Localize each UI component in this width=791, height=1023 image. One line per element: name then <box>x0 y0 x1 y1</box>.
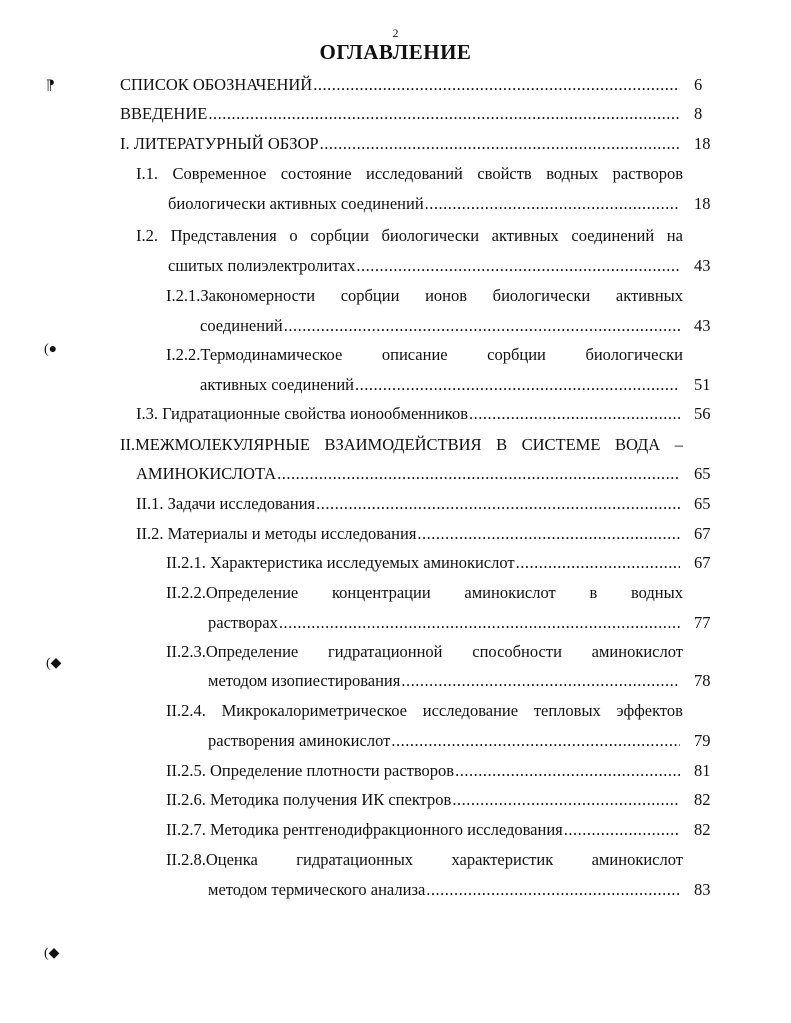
toc-entry-word: I.2.1.Закономерности <box>166 286 316 305</box>
toc-page-number: 56 <box>694 404 711 423</box>
dot-leader <box>320 133 680 155</box>
toc-entry-word: II.2.8.Оценка <box>166 850 258 869</box>
toc-entry-word: о <box>289 226 298 245</box>
toc-entry-word: I.1. <box>136 164 158 183</box>
toc-entry-label-continued: биологически активных соединений <box>168 194 424 213</box>
toc-entry-word: I.2.2.Термодинамическое <box>166 345 343 364</box>
toc-entry-label: II.1. Задачи исследования <box>136 494 316 513</box>
toc-entry-label: II.2. Материалы и методы исследования <box>136 524 417 543</box>
toc-entry-word: аминокислот <box>591 642 683 661</box>
toc-entry-word: биологически <box>492 286 591 305</box>
toc-page-number: 78 <box>694 671 711 690</box>
toc-entry-word: СИСТЕМЕ <box>521 435 601 454</box>
toc-entry-label: СПИСОК ОБОЗНАЧЕНИЙ <box>120 75 313 94</box>
toc-entry-label-continued: методом термического анализа <box>208 880 426 899</box>
toc-page-number: 18 <box>694 194 711 213</box>
toc-page-number: 18 <box>694 134 711 153</box>
toc-entry-label-continued: активных соединений <box>200 375 354 394</box>
toc-entry-word: II.МЕЖМОЛЕКУЛЯРНЫЕ <box>120 435 310 454</box>
toc-page-number: 81 <box>694 761 711 780</box>
toc-entry-label-continued: растворения аминокислот <box>208 731 391 750</box>
toc-page-number: 77 <box>694 613 711 632</box>
toc-entry-word: ВОДА <box>614 435 661 454</box>
toc-page-number: 65 <box>694 494 711 513</box>
toc-entry-word: ВЗАИМОДЕЙСТВИЯ <box>324 435 482 454</box>
toc-entry-word: исследований <box>366 164 463 183</box>
toc-entry-word: в <box>589 583 598 602</box>
toc-entry-word: эффектов <box>616 701 683 720</box>
toc-entry-word: способности <box>472 642 562 661</box>
toc-entry-label: I.3. Гидратационные свойства ионообменников <box>136 404 468 423</box>
toc-entry-word: сорбции <box>340 286 400 305</box>
toc-entry-word: описание <box>381 345 448 364</box>
toc-entry-word: свойств <box>477 164 532 183</box>
toc-entry-word: водных <box>546 164 599 183</box>
toc-entry-word: исследование <box>422 701 519 720</box>
toc-entry-word: активных <box>615 286 683 305</box>
toc-entry-word: состояние <box>280 164 352 183</box>
toc-entry-word: гидратационной <box>327 642 443 661</box>
dot-leader <box>277 463 680 485</box>
toc-entry-label-continued: методом изопиестирования <box>208 671 401 690</box>
toc-entry-word: тепловых <box>533 701 601 720</box>
toc-entry-word: биологически <box>381 226 480 245</box>
toc-page-number: 83 <box>694 880 711 899</box>
toc-entry-word: аминокислот <box>591 850 683 869</box>
toc-entry-word: биологически <box>585 345 683 364</box>
dot-leader <box>313 74 680 96</box>
toc-entry-word: сорбции <box>310 226 369 245</box>
dot-leader <box>516 552 680 574</box>
binding-hole-mark: (● <box>44 342 58 357</box>
dot-leader <box>417 523 680 545</box>
toc-page-number: 51 <box>694 375 711 394</box>
toc-entry-word: Представления <box>170 226 277 245</box>
binding-hole-mark: ⁋ <box>46 79 55 94</box>
toc-entry-word: В <box>496 435 508 454</box>
toc-page-number: 43 <box>694 256 711 275</box>
toc-entry-label: II.2.5. Определение плотности растворов <box>166 761 455 780</box>
toc-entry-label-continued: соединений <box>200 316 283 335</box>
dot-leader <box>279 612 680 634</box>
dot-leader <box>284 315 680 337</box>
toc-entry-word: II.2.4. <box>166 701 206 720</box>
binding-hole-mark: (◆ <box>46 656 62 671</box>
toc-entry-label: II.2.7. Методика рентгенодифракционного исследования <box>166 820 563 839</box>
toc-entry-word: соединений <box>571 226 655 245</box>
toc-entry-word: ионов <box>425 286 468 305</box>
toc-entry-word: активных <box>491 226 559 245</box>
binding-hole-mark: (◆ <box>44 946 60 961</box>
dot-leader <box>355 374 680 396</box>
dot-leader <box>208 103 680 125</box>
dot-leader <box>316 493 680 515</box>
dot-leader <box>455 760 680 782</box>
dot-leader <box>469 403 680 425</box>
toc-page-number: 67 <box>694 524 711 543</box>
toc-entry-word: концентрации <box>331 583 431 602</box>
toc-entry-word: гидратационных <box>296 850 414 869</box>
dot-leader <box>426 879 680 901</box>
toc-page-number: 82 <box>694 790 711 809</box>
dot-leader <box>356 255 680 277</box>
dot-leader <box>452 789 680 811</box>
toc-entry-word: Микрокалориметрическое <box>221 701 407 720</box>
toc-entry-word: II.2.3.Определение <box>166 642 299 661</box>
dot-leader <box>425 193 680 215</box>
toc-entry-word: II.2.2.Определение <box>166 583 299 602</box>
toc-entry-label-continued: растворах <box>208 613 278 632</box>
page-title: ОГЛАВЛЕНИЕ <box>319 40 472 64</box>
dot-leader <box>391 730 680 752</box>
dot-leader <box>401 670 680 692</box>
toc-entry-word: I.2. <box>136 226 158 245</box>
toc-entry-label-continued: АМИНОКИСЛОТА <box>136 464 277 483</box>
toc-entry-word: сорбции <box>487 345 546 364</box>
toc-entry-word: аминокислот <box>464 583 556 602</box>
toc-page-number: 79 <box>694 731 711 750</box>
toc-entry-word: растворов <box>612 164 683 183</box>
toc-entry-label-continued: сшитых полиэлектролитах <box>168 256 356 275</box>
toc-page-number: 82 <box>694 820 711 839</box>
toc-entry-word: водных <box>630 583 683 602</box>
toc-entry-word: на <box>666 226 683 245</box>
toc-entry-word: – <box>674 435 683 454</box>
toc-entry-label: ВВЕДЕНИЕ <box>120 104 208 123</box>
dot-leader <box>564 819 680 841</box>
toc-entry-label: I. ЛИТЕРАТУРНЫЙ ОБЗОР <box>120 134 319 153</box>
toc-page-number: 65 <box>694 464 711 483</box>
toc-entry-word: Современное <box>172 164 267 183</box>
toc-page-number: 8 <box>694 104 703 123</box>
toc-entry-label: II.2.6. Методика получения ИК спектров <box>166 790 452 809</box>
toc-page-number: 6 <box>694 75 703 94</box>
toc-entry-word: характеристик <box>451 850 554 869</box>
toc-entry-label: II.2.1. Характеристика исследуемых аминокислот <box>166 553 515 572</box>
toc-page-number: 67 <box>694 553 711 572</box>
page-number: 2 <box>392 26 399 40</box>
toc-page-number: 43 <box>694 316 711 335</box>
